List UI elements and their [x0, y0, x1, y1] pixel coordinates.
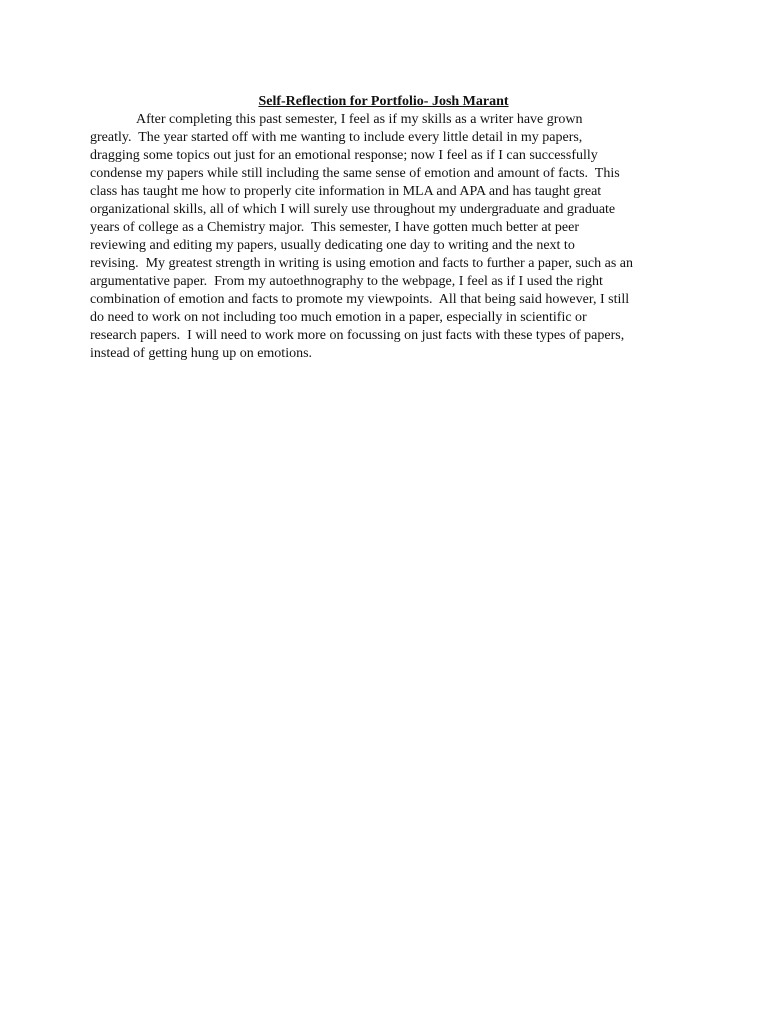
paragraph-line: research papers. I will need to work more on focussing on just facts with these types of papers,: [90, 328, 625, 343]
paragraph-line: argumentative paper. From my autoethnography to the webpage, I feel as if I used the right: [90, 274, 603, 289]
paragraph-line: revising. My greatest strength in writing is using emotion and facts to further a paper, such as an: [90, 256, 633, 271]
paragraph-line: condense my papers while still including the same sense of emotion and amount of facts. This: [90, 166, 620, 181]
paragraph-line: greatly. The year started off with me wanting to include every little detail in my papers,: [90, 130, 583, 145]
paragraph-line: instead of getting hung up on emotions.: [90, 346, 313, 361]
paragraph-line: combination of emotion and facts to promote my viewpoints. All that being said however, I still: [90, 292, 630, 307]
paragraph-line: reviewing and editing my papers, usually dedicating one day to writing and the next to: [90, 238, 575, 253]
paragraph-line: After completing this past semester, I feel as if my skills as a writer have grown: [136, 112, 583, 127]
document-title: Self-Reflection for Portfolio- Josh Marant: [258, 94, 509, 109]
paragraph-line: years of college as a Chemistry major. This semester, I have gotten much better at peer: [90, 220, 580, 235]
paragraph-line: do need to work on not including too much emotion in a paper, especially in scientific or: [90, 310, 587, 325]
document-body: [90, 93, 690, 363]
paragraph-line: organizational skills, all of which I will surely use throughout my undergraduate and graduate: [90, 202, 616, 217]
paragraph-line: class has taught me how to properly cite information in MLA and APA and has taught great: [90, 184, 602, 199]
paragraph-line: dragging some topics out just for an emotional response; now I feel as if I can successfully: [90, 148, 598, 163]
